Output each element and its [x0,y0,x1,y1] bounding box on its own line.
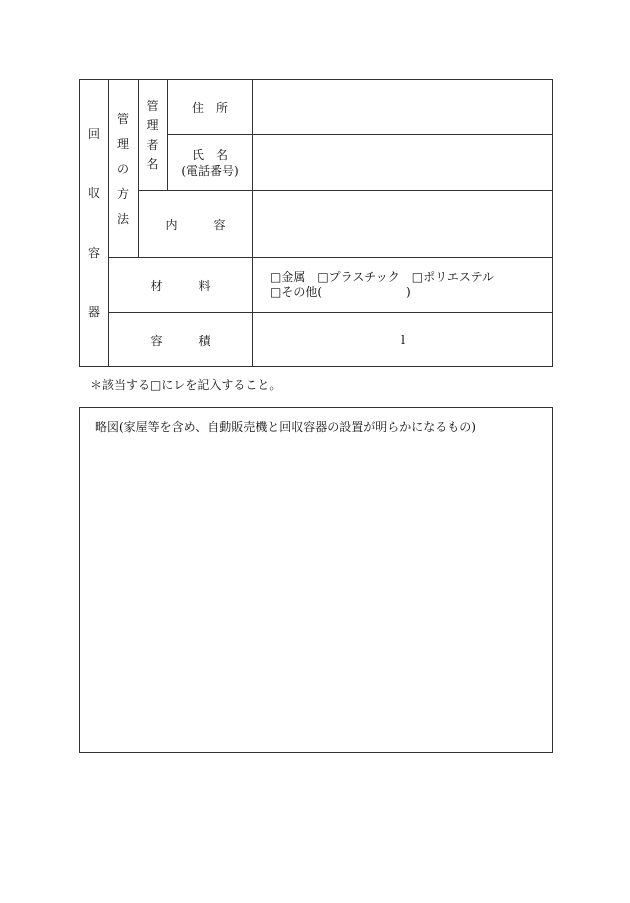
manager-name-label [138,100,167,170]
volume-unit[interactable]: l [401,333,405,347]
manager-char: 理 [146,118,159,133]
group-char: 容 [87,245,100,260]
content-label: 内 容 [165,217,226,232]
group-char: 器 [87,304,100,319]
method-char: 方 [116,187,129,201]
method-char: の [116,162,129,176]
group-char: 回 [87,127,100,141]
material-options [270,270,550,300]
manager-char: 者 [146,137,159,152]
material-polyester-checkbox[interactable]: □ポリエステル [411,270,494,284]
material-label: 材 料 [150,278,211,293]
collection-container-table [79,79,553,367]
collection-container-label [80,128,108,318]
volume-label: 容 積 [150,333,211,348]
method-char: 理 [116,137,129,151]
address-label: 住 所 [191,100,228,115]
content-field[interactable] [253,191,553,257]
method-char: 管 [116,112,129,126]
checkbox-note: ＊該当する□にレを記入すること。 [90,378,282,392]
material-plastic-checkbox[interactable]: □プラスチック [317,270,400,284]
phone-label: (電話番号) [181,163,239,178]
material-metal-checkbox[interactable]: □金属 [270,270,306,284]
manager-char: 管 [146,99,159,113]
name-phone-label [168,135,252,190]
method-char: 法 [116,212,129,226]
material-other-checkbox[interactable]: □その他( ) [270,285,411,299]
sketch-title: 略図(家屋等を含め、自動販売機と回収容器の設置が明らかになるもの) [95,420,476,434]
address-field[interactable] [253,80,553,134]
manager-char: 名 [146,156,159,171]
sketch-area[interactable] [79,407,553,753]
name-label: 氏 名 [191,147,228,162]
group-char: 収 [87,186,100,201]
management-method-label [108,113,138,225]
name-phone-field[interactable] [253,135,553,190]
